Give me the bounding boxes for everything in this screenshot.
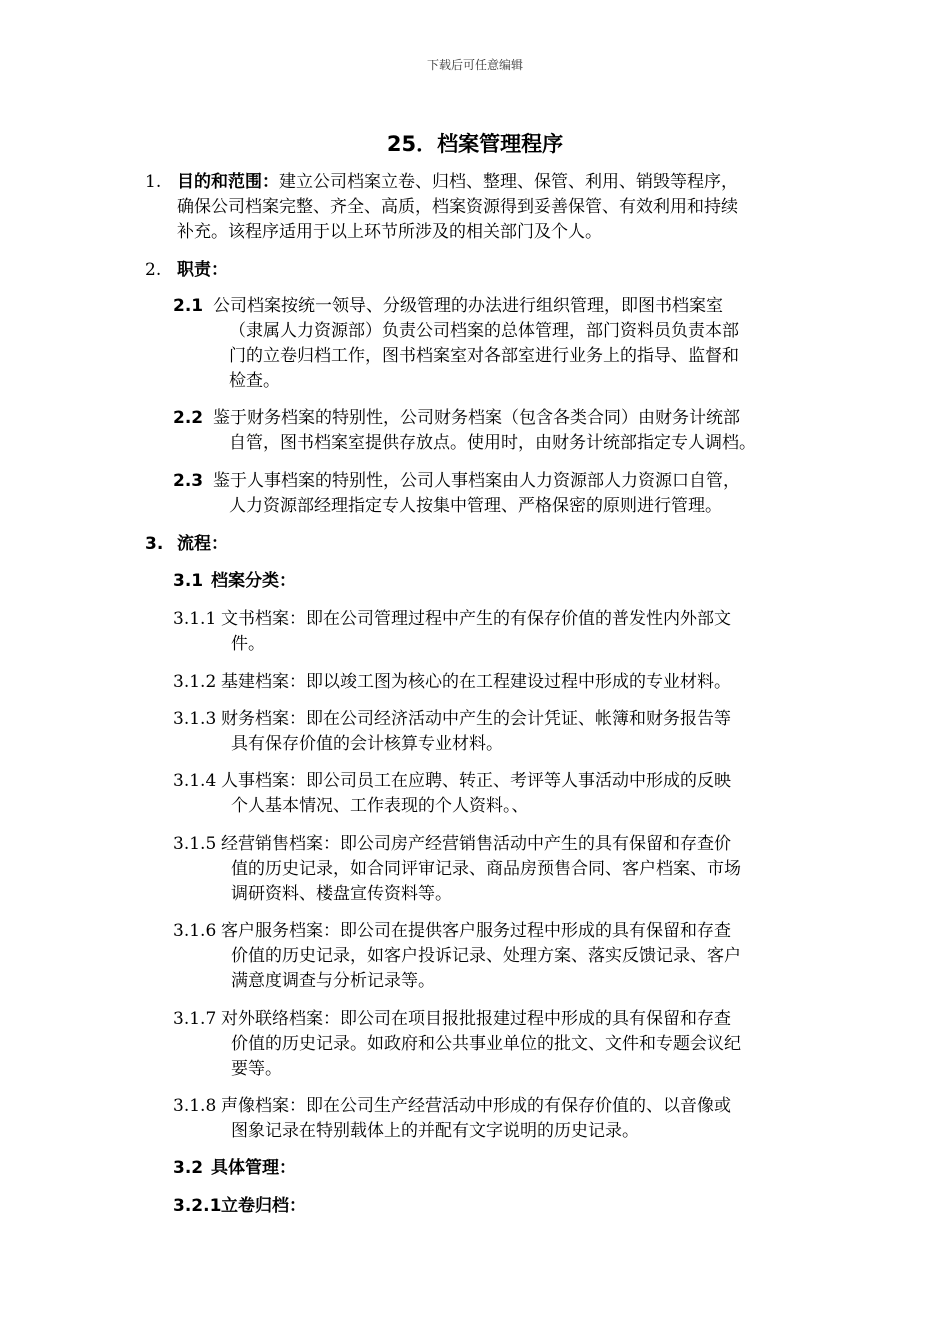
subsection-number: 3.2: [173, 1158, 204, 1178]
line: （隶属人力资源部）负责公司档案的总体管理，部门资料员负责本部: [229, 321, 739, 341]
item-first-line: 客户服务档案：即公司在提供客户服务过程中形成的具有保留和存查: [221, 921, 731, 941]
item-first-line: 鉴于财务档案的特别性，公司财务档案（包含各类合同）由财务计统部: [213, 408, 740, 428]
item-3-1-6: [173, 919, 823, 994]
item-number: 3.1.1: [173, 609, 217, 629]
subsection-3-1: [173, 569, 823, 594]
section-heading: 职责：: [177, 260, 228, 280]
item-3-1-5: [173, 832, 823, 907]
line: 人力资源部经理指定专人按集中管理、严格保密的原则进行管理。: [229, 496, 722, 516]
item-3-1-8: [173, 1094, 823, 1144]
subsection-heading: 档案分类：: [211, 571, 296, 591]
item-3-1-7: [173, 1007, 823, 1082]
item-first-line: 财务档案：即在公司经济活动中产生的会计凭证、帐簿和财务报告等: [221, 709, 731, 729]
item-first-line: 声像档案：即在公司生产经营活动中形成的有保存价值的、以音像或: [221, 1096, 731, 1116]
item-first-line: 公司档案按统一领导、分级管理的办法进行组织管理，即图书档案室: [213, 296, 723, 316]
item-3-1-2: [173, 670, 823, 695]
subsection-number: 3.2.1: [173, 1196, 222, 1216]
section-number: 1.: [145, 172, 162, 192]
item-number: 3.1.6: [173, 921, 217, 941]
item-number: 3.1.8: [173, 1096, 217, 1116]
section-heading: 流程：: [177, 534, 228, 554]
subsection-3-2-1: [173, 1194, 823, 1219]
subsection-heading: 立卷归档：: [221, 1196, 306, 1216]
line: 检查。: [229, 371, 280, 391]
item-first-line: 对外联络档案：即公司在项目报批报建过程中形成的具有保留和存查: [221, 1009, 731, 1029]
line: 个人基本情况、工作表现的个人资料。、: [231, 796, 529, 816]
item-first-line: 鉴于人事档案的特别性，公司人事档案由人力资源部人力资源口自管，: [213, 471, 740, 491]
line: 要等。: [231, 1059, 282, 1079]
page-header: 下载后可任意编辑: [426, 58, 523, 72]
item-2-1: [173, 294, 823, 394]
line: 具有保存价值的会计核算专业材料。: [231, 734, 503, 754]
line: 门的立卷归档工作，图书档案室对各部室进行业务上的指导、监督和: [229, 346, 739, 366]
line: 确保公司档案完整、齐全、高质，档案资源得到妥善保管、有效利用和持续: [177, 197, 738, 217]
item-number: 3.1.4: [173, 771, 217, 791]
line: 图象记录在特别载体上的并配有文字说明的历史记录。: [231, 1121, 639, 1141]
item-number: 3.1.7: [173, 1009, 217, 1029]
item-number: 2.2: [173, 408, 204, 428]
section-3: [145, 532, 825, 557]
item-2-3: [173, 469, 823, 519]
line: 值的历史记录，如合同评审记录、商品房预售合同、客户档案、市场: [231, 859, 741, 879]
line: 建立公司档案立卷、归档、整理、保管、利用、销毁等程序，: [279, 172, 738, 192]
document-title: 25．档案管理程序: [386, 132, 564, 156]
section-number: 2.: [145, 260, 162, 280]
item-number: 2.3: [173, 471, 204, 491]
section-2: [145, 258, 825, 283]
item-3-1-1: [173, 607, 823, 657]
subsection-number: 3.1: [173, 571, 204, 591]
line: 调研资料、楼盘宣传资料等。: [231, 884, 452, 904]
item-first-line: 人事档案：即公司员工在应聘、转正、考评等人事活动中形成的反映: [221, 771, 731, 791]
line: 价值的历史记录，如客户投诉记录、处理方案、落实反馈记录、客户: [231, 946, 741, 966]
item-first-line: 文书档案：即在公司管理过程中产生的有保存价值的普发性内外部文: [221, 609, 731, 629]
line: 价值的历史记录。如政府和公共事业单位的批文、文件和专题会议纪: [231, 1034, 741, 1054]
item-first-line: 基建档案：即以竣工图为核心的在工程建设过程中形成的专业材料。: [221, 672, 731, 692]
subsection-3-2: [173, 1156, 823, 1181]
subsection-heading: 具体管理：: [211, 1158, 296, 1178]
line: 补充。该程序适用于以上环节所涉及的相关部门及个人。: [177, 222, 602, 242]
line: 自管，图书档案室提供存放点。使用时，由财务计统部指定专人调档。: [229, 433, 756, 453]
item-2-2: [173, 406, 833, 456]
item-first-line: 经营销售档案：即公司房产经营销售活动中产生的具有保留和存查价: [221, 834, 731, 854]
item-number: 2.1: [173, 296, 204, 316]
item-3-1-4: [173, 769, 823, 819]
line: 满意度调查与分析记录等。: [231, 971, 435, 991]
section-1: [145, 170, 825, 245]
item-number: 3.1.3: [173, 709, 217, 729]
section-number: 3.: [145, 534, 164, 554]
line: 件。: [231, 634, 265, 654]
section-heading: 目的和范围：: [177, 172, 279, 192]
item-number: 3.1.5: [173, 834, 217, 854]
item-number: 3.1.2: [173, 672, 217, 692]
item-3-1-3: [173, 707, 823, 757]
